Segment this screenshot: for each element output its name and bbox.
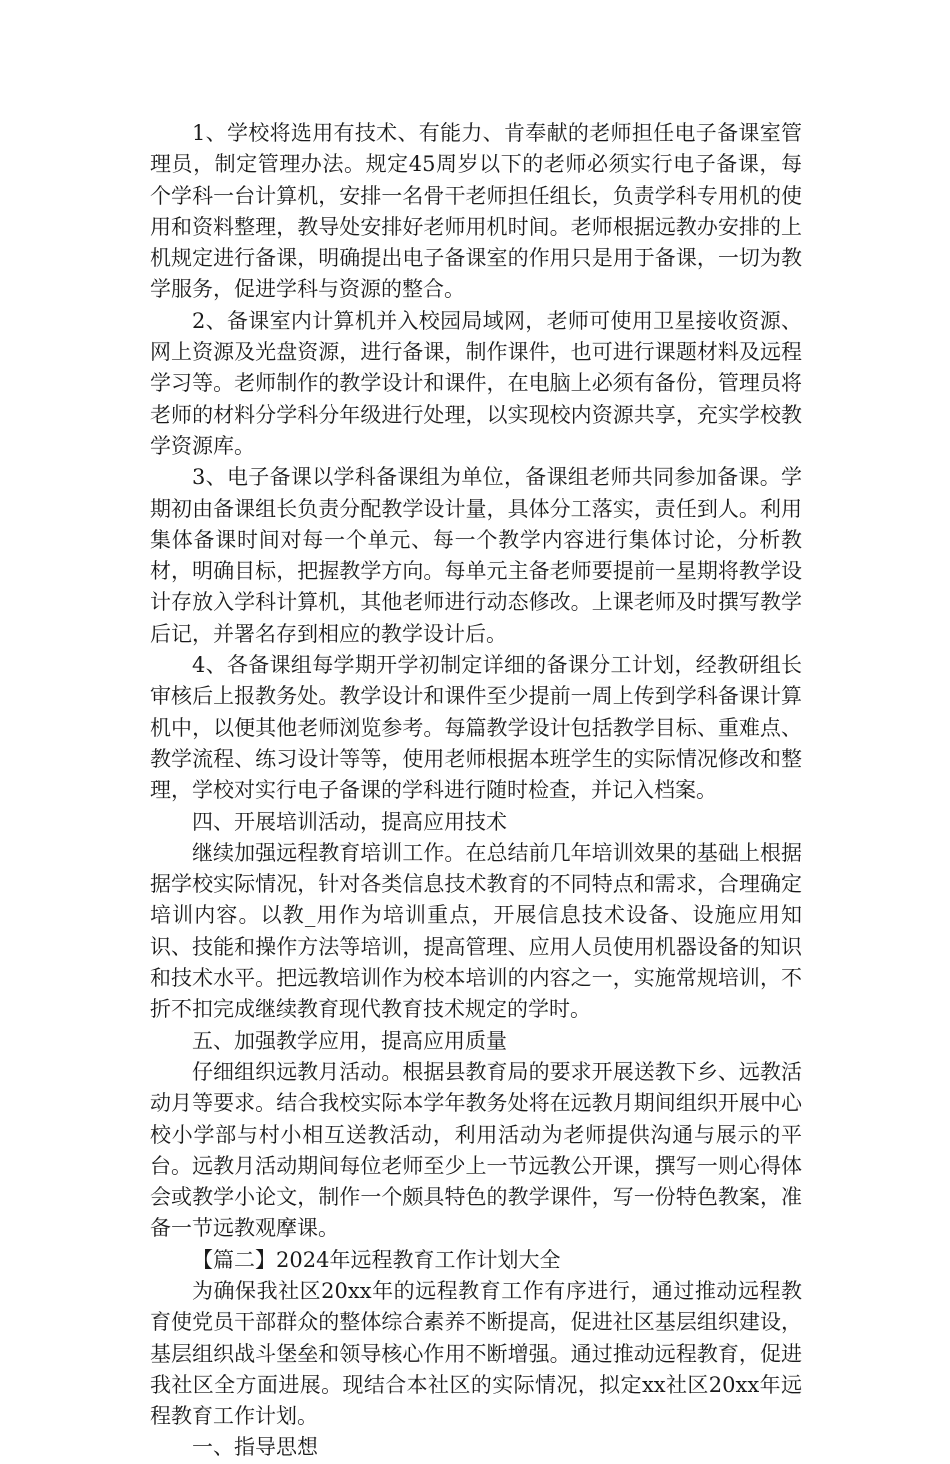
- paragraph-3: 3、电子备课以学科备课组为单位，备课组老师共同参加备课。学期初由备课组长负责分配教学设计量，具体分工落实，责任到人。利用集体备课时间对每一个单元、每一个教学内容进行集体讨论，分析教材，明确目标，把握教学方向。每单元主备老师要提前一星期将教学设计存放入学科计算机，其他老师进行动态修改。上课老师及时撰写教学后记，并署名存到相应的教学设计后。: [150, 465, 802, 646]
- paragraph-6: 仔细组织远教月活动。根据县教育局的要求开展送教下乡、远教活动月等要求。结合我校实际本学年教务处将在远教月期间组织开展中心校小学部与村小相互送教活动，利用活动为老师提供沟通与展示的平台。远教月活动期间每位老师至少上一节远教公开课，撰写一则心得体会或教学小论文，制作一个颇具特色的教学课件，写一份特色教案，准备一节远教观摩课。: [150, 1059, 802, 1241]
- paragraph-4: 4、各备课组每学期开学初制定详细的备课分工计划，经教研组长审核后上报教务处。教学设计和课件至少提前一周上传到学科备课计算机中，以便其他老师浏览参考。每篇教学设计包括教学目标、重难点、教学流程、练习设计等等，使用老师根据本班学生的实际情况修改和整理，学校对实行电子备课的学科进行随时检查，并记入档案。: [150, 653, 802, 803]
- section-heading-5: 五、加强教学应用，提高应用质量: [192, 1028, 507, 1053]
- paragraph-5: 继续加强远程教育培训工作。在总结前几年培训效果的基础上根据据学校实际情况，针对各类信息技术教育的不同特点和需求，合理确定培训内容。以教_用作为培训重点，开展信息技术设备、设施应用知识、技能和操作方法等培训，提高管理、应用人员使用机器设备的知识和技术水平。把远教培训作为校本培训的内容之一，实施常规培训，不折不扣完成继续教育现代教育技术规定的学时。: [150, 840, 802, 1022]
- part-two-title: 【篇二】2024年远程教育工作计划大全: [192, 1247, 561, 1272]
- paragraph-7: 为确保我社区20xx年的远程教育工作有序进行，通过推动远程教育使党员干部群众的整体综合素养不断提高，促进社区基层组织建设，基层组织战斗堡垒和领导核心作用不断增强。通过推动远程教育，促进我社区全方面进展。现结合本社区的实际情况，拟定xx社区20xx年远程教育工作计划。: [150, 1278, 802, 1429]
- document-body: [150, 118, 802, 1464]
- section-heading-4: 四、开展培训活动，提高应用技术: [192, 809, 507, 834]
- paragraph-1: 1、学校将选用有技术、有能力、肯奉献的老师担任电子备课室管理员，制定管理办法。规定45周岁以下的老师必须实行电子备课，每个学科一台计算机，安排一名骨干老师担任组长，负责学科专用机的使用和资料整理，教导处安排好老师用机时间。老师根据远教办安排的上机规定进行备课，明确提出电子备课室的作用只是用于备课，一切为教学服务，促进学科与资源的整合。: [150, 121, 802, 302]
- paragraph-2: 2、备课室内计算机并入校园局域网，老师可使用卫星接收资源、网上资源及光盘资源，进行备课，制作课件，也可进行课题材料及远程学习等。老师制作的教学设计和课件，在电脑上必须有备份，管理员将老师的材料分学科分年级进行处理，以实现校内资源共享，充实学校教学资源库。: [150, 308, 802, 458]
- section-heading-1: 一、指导思想: [192, 1435, 318, 1460]
